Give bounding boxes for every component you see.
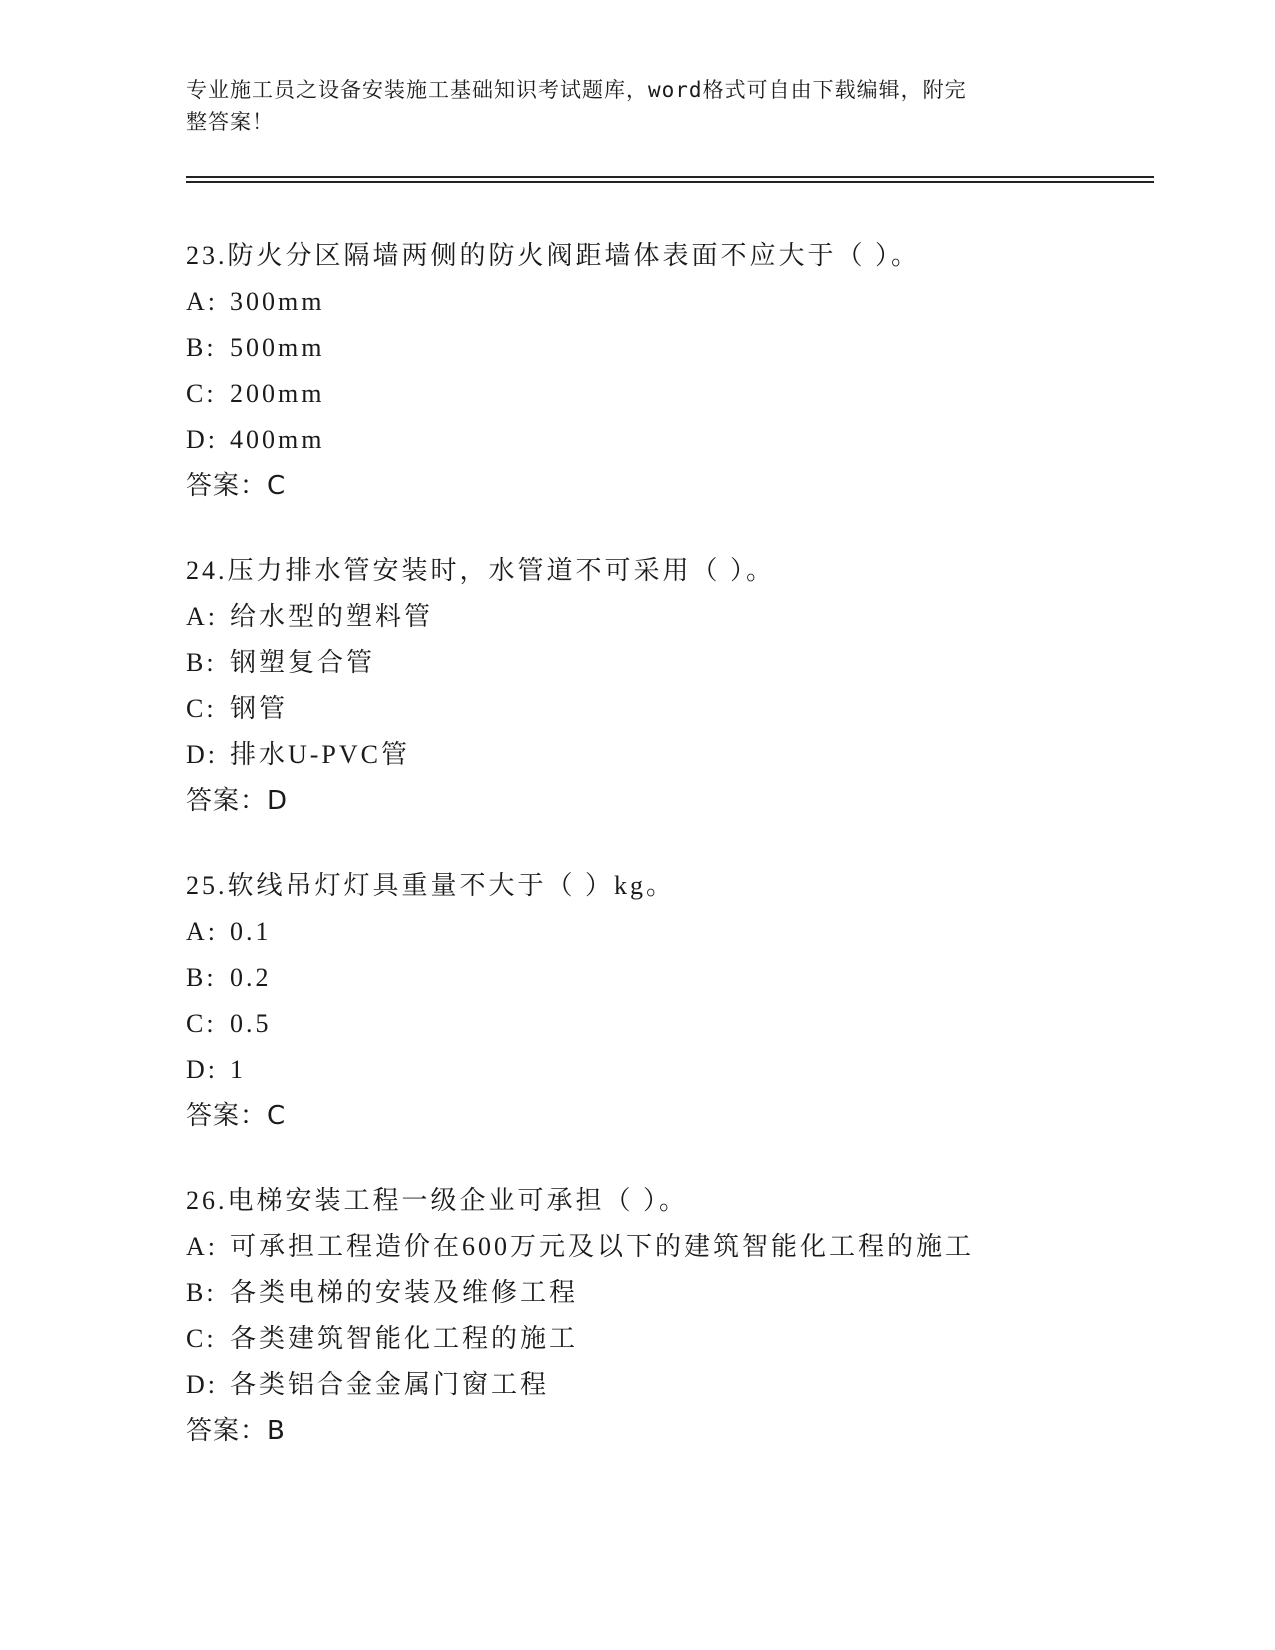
- option-c: [186, 371, 1146, 417]
- option-label: D:: [186, 740, 218, 769]
- header-line-2: 整答案！: [186, 110, 274, 134]
- option-b: [186, 1270, 1146, 1316]
- question-text: 24.压力排水管安装时，水管道不可采用（ ）。: [186, 556, 776, 585]
- option-text: 0.2: [230, 963, 272, 992]
- answer: 答案：C: [186, 1101, 287, 1131]
- option-text: 0.5: [230, 1009, 272, 1038]
- option-text: 给水型的塑料管: [230, 602, 434, 631]
- header-divider-top: [186, 176, 1154, 178]
- option-a: [186, 279, 1146, 325]
- option-label: D:: [186, 425, 218, 454]
- option-text: 可承担工程造价在600万元及以下的建筑智能化工程的施工: [230, 1232, 975, 1261]
- question-26: [186, 1178, 1146, 1454]
- option-c: [186, 686, 1146, 732]
- option-c: [186, 1001, 1146, 1047]
- option-text: 300mm: [230, 287, 325, 316]
- answer: 答案：C: [186, 471, 287, 501]
- option-text: 1: [230, 1055, 246, 1084]
- header-line-1: 专业施工员之设备安装施工基础知识考试题库，word格式可自由下载编辑，附完: [186, 78, 967, 102]
- option-label: A:: [186, 602, 218, 631]
- option-label: B:: [186, 1278, 217, 1307]
- option-label: A:: [186, 1232, 218, 1261]
- question-24: [186, 548, 1146, 824]
- option-text: 钢塑复合管: [230, 648, 376, 677]
- option-b: [186, 955, 1146, 1001]
- option-label: A:: [186, 917, 218, 946]
- option-b: [186, 640, 1146, 686]
- option-d: [186, 1362, 1146, 1408]
- question-23: [186, 233, 1146, 509]
- header-divider-bottom: [186, 181, 1154, 183]
- option-text: 200mm: [230, 379, 325, 408]
- option-b: [186, 325, 1146, 371]
- option-label: B:: [186, 648, 217, 677]
- option-text: 0.1: [230, 917, 272, 946]
- question-text: 26.电梯安装工程一级企业可承担（ ）。: [186, 1186, 689, 1215]
- answer: 答案：B: [186, 1416, 286, 1446]
- option-a: [186, 909, 1146, 955]
- option-label: D:: [186, 1370, 218, 1399]
- option-label: C:: [186, 1009, 217, 1038]
- question-text: 25.软线吊灯灯具重量不大于（ ）kg。: [186, 871, 676, 900]
- question-text: 23.防火分区隔墙两侧的防火阀距墙体表面不应大于（ ）。: [186, 241, 921, 270]
- option-label: D:: [186, 1055, 218, 1084]
- option-label: C:: [186, 1324, 217, 1353]
- option-c: [186, 1316, 1146, 1362]
- option-a: [186, 594, 1146, 640]
- option-text: 500mm: [230, 333, 325, 362]
- option-label: A:: [186, 287, 218, 316]
- option-d: [186, 732, 1146, 778]
- question-25: [186, 863, 1146, 1139]
- option-text: 400mm: [230, 425, 325, 454]
- option-text: 各类电梯的安装及维修工程: [230, 1278, 579, 1307]
- answer: 答案：D: [186, 786, 289, 816]
- option-label: B:: [186, 333, 217, 362]
- option-text: 各类铝合金金属门窗工程: [230, 1370, 550, 1399]
- option-label: C:: [186, 694, 217, 723]
- option-d: [186, 417, 1146, 463]
- option-text: 各类建筑智能化工程的施工: [230, 1324, 579, 1353]
- option-text: 钢管: [230, 694, 289, 723]
- option-text: 排水U-PVC管: [230, 740, 411, 769]
- option-label: C:: [186, 379, 217, 408]
- option-a: [186, 1224, 1146, 1270]
- option-label: B:: [186, 963, 217, 992]
- option-d: [186, 1047, 1146, 1093]
- document-header: [186, 74, 1086, 138]
